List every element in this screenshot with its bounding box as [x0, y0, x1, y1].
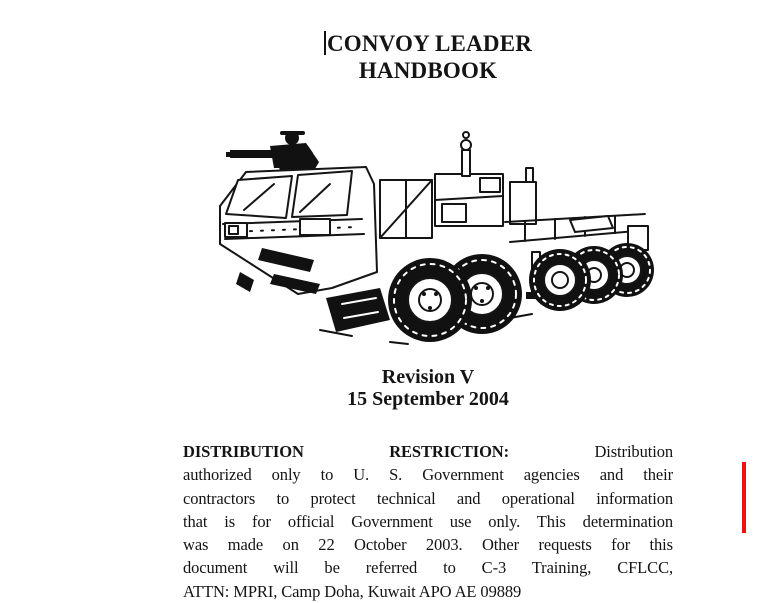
- distribution-line-7: ATTN: MPRI, Camp Doha, Kuwait APO AE 09889: [183, 581, 522, 601]
- front-left-wheel: [326, 288, 390, 332]
- distribution-line-2: authorized only to U. S. Government agencies and their: [183, 465, 673, 485]
- distribution-label-word-1: DISTRIBUTION: [183, 442, 304, 461]
- distribution-paragraph[interactable]: [183, 440, 673, 603]
- cab-rear-rack: [380, 180, 432, 238]
- revision-label: Revision V: [381, 366, 475, 388]
- deck-equipment: [435, 132, 536, 226]
- distribution-line-6: document will be referred to C-3 Training, CFLCC,: [183, 558, 673, 578]
- distribution-line-4: that is for official Government use only. This determination: [183, 511, 673, 531]
- distribution-line-1: [183, 440, 673, 463]
- distribution-word-3: Distribution: [594, 442, 673, 461]
- page-title[interactable]: [183, 30, 673, 84]
- change-bar: [742, 462, 746, 533]
- revision-block[interactable]: [183, 366, 673, 410]
- revision-date: 15 September 2004: [347, 388, 509, 410]
- title-line-1[interactable]: [183, 30, 673, 57]
- distribution-line-5: was made on 22 October 2003. Other requests for this: [183, 535, 673, 555]
- rear-wheels: [529, 243, 654, 311]
- front-wheels: [388, 254, 522, 342]
- text-cursor: [324, 31, 326, 55]
- distribution-label-word-2: RESTRICTION:: [389, 442, 510, 461]
- machine-gunner-icon: [226, 131, 319, 174]
- truck-cab: [220, 167, 377, 294]
- title-line-1-text: CONVOY LEADER: [326, 31, 533, 56]
- title-line-2[interactable]: HANDBOOK: [358, 58, 498, 83]
- distribution-line-3: contractors to protect technical and operational information: [183, 488, 673, 508]
- military-truck-illustration[interactable]: [180, 122, 660, 350]
